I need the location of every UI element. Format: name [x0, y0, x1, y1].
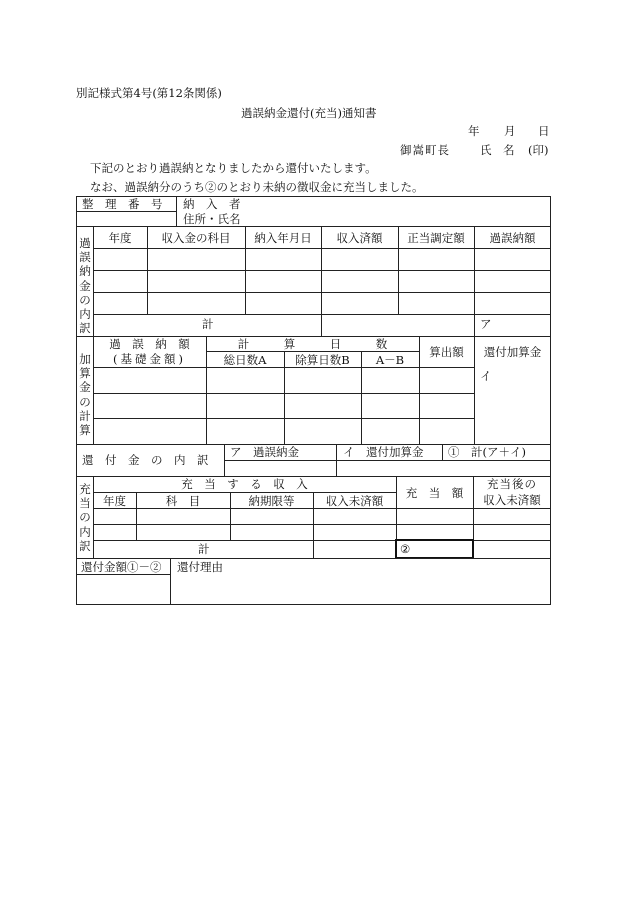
document-title: 過誤納金還付(充当)通知書: [241, 106, 377, 120]
kago-total-label: 計: [202, 317, 214, 331]
juto-total-mark: ②: [400, 542, 411, 556]
kago-header-assessed: 正当調定額: [407, 231, 465, 245]
kasan-header-amount: 算出額: [429, 345, 464, 359]
juto-header-amount: 充 当 額: [405, 486, 464, 500]
address-name-label: 住所・氏名: [183, 212, 241, 226]
kago-side-label: 過誤納金の内訳: [79, 236, 91, 336]
date-day: 日: [538, 124, 550, 138]
refund-amount-label: 還付金額①－②: [81, 560, 162, 574]
kasan-header-calc-days: 計 算 日 数: [237, 337, 388, 351]
kasan-header-excluded-days: 除算日数B: [295, 353, 350, 367]
payer-label: 納 入 者: [183, 197, 241, 211]
juto-header-deadline: 納期限等: [248, 494, 295, 508]
kago-header-collected: 収入済額: [336, 231, 383, 245]
kago-header-year: 年度: [108, 231, 132, 245]
intro-line-1: 下記のとおり過誤納となりましたから還付いたします。: [90, 161, 377, 175]
ref-number-label: 整 理 番 号: [82, 197, 163, 211]
kasan-mark: イ: [480, 369, 492, 383]
refund-addition: イ 還付加算金: [343, 445, 424, 459]
juto-side-label: 充当の内訳: [79, 482, 91, 553]
juto-header-after-1: 充当後の: [487, 477, 537, 491]
issuer-name-label: 氏 名: [480, 143, 515, 157]
kasan-header-base-1: 過 誤 納 額: [109, 337, 190, 351]
refund-sum: ① 計(ア＋イ): [448, 445, 526, 459]
refund-overpaid: ア 過誤納金: [230, 445, 299, 459]
form-number: 別記様式第4号(第12条関係): [76, 86, 222, 100]
juto-header-income: 充 当 す る 収 入: [181, 477, 308, 491]
kasan-header-base-2: (基礎金額): [113, 352, 186, 366]
kasan-side-label: 加算金の計算: [79, 352, 91, 438]
kago-header-overpaid: 過誤納額: [489, 231, 536, 245]
juto-header-unpaid: 収入未済額: [325, 494, 384, 508]
juto-total-label: 計: [198, 542, 210, 556]
kago-header-paid-date: 納入年月日: [254, 231, 312, 245]
juto-header-subject: 科 目: [165, 494, 201, 508]
issuer-title: 御嵩町長: [400, 143, 450, 157]
juto-header-year: 年度: [103, 494, 126, 508]
intro-line-2: なお、過誤納分のうち②のとおり未納の徴収金に充当しました。: [90, 180, 424, 194]
date-month: 月: [504, 124, 516, 138]
kago-header-subject: 収入金の科目: [161, 231, 231, 245]
kasan-header-diff: A－B: [375, 353, 405, 367]
refund-breakdown-label: 還 付 金 の 内 訳: [82, 453, 209, 467]
kasan-header-addition: 還付加算金: [483, 345, 542, 359]
date-year: 年: [468, 124, 480, 138]
refund-reason-label: 還付理由: [177, 560, 223, 574]
kasan-header-total-days: 総日数A: [223, 353, 267, 367]
juto-header-after-2: 収入未済額: [483, 493, 541, 507]
seal-mark: (印): [528, 143, 549, 157]
kago-total-mark: ア: [480, 317, 492, 331]
